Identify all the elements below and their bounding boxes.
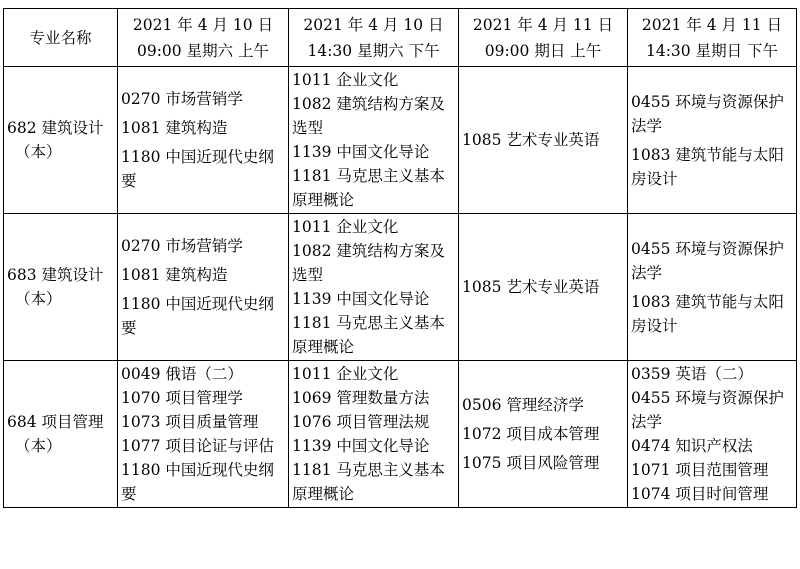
slot-time: 09:00 星期六 上午 [136, 42, 270, 60]
course-item: 1074 项目时间管理 [631, 485, 769, 503]
course-item: 0474 知识产权法 [631, 437, 753, 455]
course-item: 1011 企业文化 [292, 71, 399, 89]
course-item: 1181 马克思主义基本原理概论 [292, 167, 445, 209]
course-cell [118, 67, 289, 214]
course-item: 0270 市场营销学 [121, 237, 243, 255]
course-item: 0049 俄语（二） [121, 365, 243, 383]
course-item: 1139 中国文化导论 [292, 290, 430, 308]
course-item: 1181 马克思主义基本原理概论 [292, 461, 445, 503]
course-cell [459, 67, 628, 214]
course-cell [459, 361, 628, 508]
course-item: 1180 中国近现代史纲要 [121, 295, 274, 337]
course-item: 1081 建筑构造 [121, 119, 228, 137]
major-cell [4, 361, 118, 508]
course-item: 1073 项目质量管理 [121, 413, 259, 431]
course-item: 1011 企业文化 [292, 365, 399, 383]
course-item: 0270 市场营销学 [121, 90, 243, 108]
course-item: 1085 艺术专业英语 [462, 131, 600, 149]
major-level: （本） [15, 437, 62, 455]
table-row [4, 361, 797, 508]
slot-header-1 [118, 9, 289, 67]
course-item: 1082 建筑结构方案及选型 [292, 95, 445, 137]
slot-date: 2021 年 4 月 11 日 [472, 16, 614, 34]
course-cell [289, 214, 459, 361]
course-item: 1139 中国文化导论 [292, 437, 430, 455]
course-item: 1071 项目范围管理 [631, 461, 769, 479]
course-cell [459, 214, 628, 361]
slot-time: 14:30 星期日 下午 [645, 42, 779, 60]
course-cell [289, 361, 459, 508]
course-item: 0359 英语（二） [631, 365, 753, 383]
course-item: 1082 建筑结构方案及选型 [292, 242, 445, 284]
slot-time: 14:30 星期六 下午 [307, 42, 440, 60]
course-cell [628, 214, 797, 361]
course-cell [118, 361, 289, 508]
course-cell [118, 214, 289, 361]
course-item: 1180 中国近现代史纲要 [121, 148, 274, 190]
slot-date: 2021 年 4 月 10 日 [303, 16, 444, 34]
course-item: 0455 环境与资源保护法学 [631, 389, 784, 431]
header-row [4, 9, 797, 67]
course-cell [628, 67, 797, 214]
course-item: 1072 项目成本管理 [462, 425, 600, 443]
course-item: 1181 马克思主义基本原理概论 [292, 314, 445, 356]
major-level: （本） [15, 290, 62, 308]
major-name: 683 建筑设计 [7, 266, 104, 284]
major-cell [4, 214, 118, 361]
table-row [4, 67, 797, 214]
course-item: 1083 建筑节能与太阳房设计 [631, 145, 784, 188]
course-item: 0455 环境与资源保护法学 [631, 92, 784, 135]
major-column-header: 专业名称 [4, 9, 118, 67]
course-cell [628, 361, 797, 508]
slot-header-2 [289, 9, 459, 67]
course-item: 0455 环境与资源保护法学 [631, 239, 784, 282]
course-item: 0506 管理经济学 [462, 396, 584, 414]
course-item: 1069 管理数量方法 [292, 389, 430, 407]
course-item: 1180 中国近现代史纲要 [121, 461, 274, 503]
course-item: 1070 项目管理学 [121, 389, 243, 407]
course-item: 1139 中国文化导论 [292, 143, 430, 161]
course-item: 1075 项目风险管理 [462, 454, 600, 472]
table-row [4, 214, 797, 361]
slot-header-3 [459, 9, 628, 67]
course-item: 1011 企业文化 [292, 218, 399, 236]
exam-schedule-table [3, 8, 797, 508]
course-item: 1077 项目论证与评估 [121, 437, 274, 455]
course-item: 1083 建筑节能与太阳房设计 [631, 292, 784, 335]
course-item: 1081 建筑构造 [121, 266, 228, 284]
major-level: （本） [15, 143, 62, 161]
course-cell [289, 67, 459, 214]
major-name: 684 项目管理 [7, 413, 104, 431]
major-name: 682 建筑设计 [7, 119, 104, 137]
course-item: 1076 项目管理法规 [292, 413, 430, 431]
slot-header-4 [628, 9, 797, 67]
course-item: 1085 艺术专业英语 [462, 278, 600, 296]
slot-date: 2021 年 4 月 11 日 [641, 16, 783, 34]
major-cell [4, 67, 118, 214]
slot-date: 2021 年 4 月 10 日 [132, 16, 274, 34]
slot-time: 09:00 期日 上午 [484, 42, 602, 60]
